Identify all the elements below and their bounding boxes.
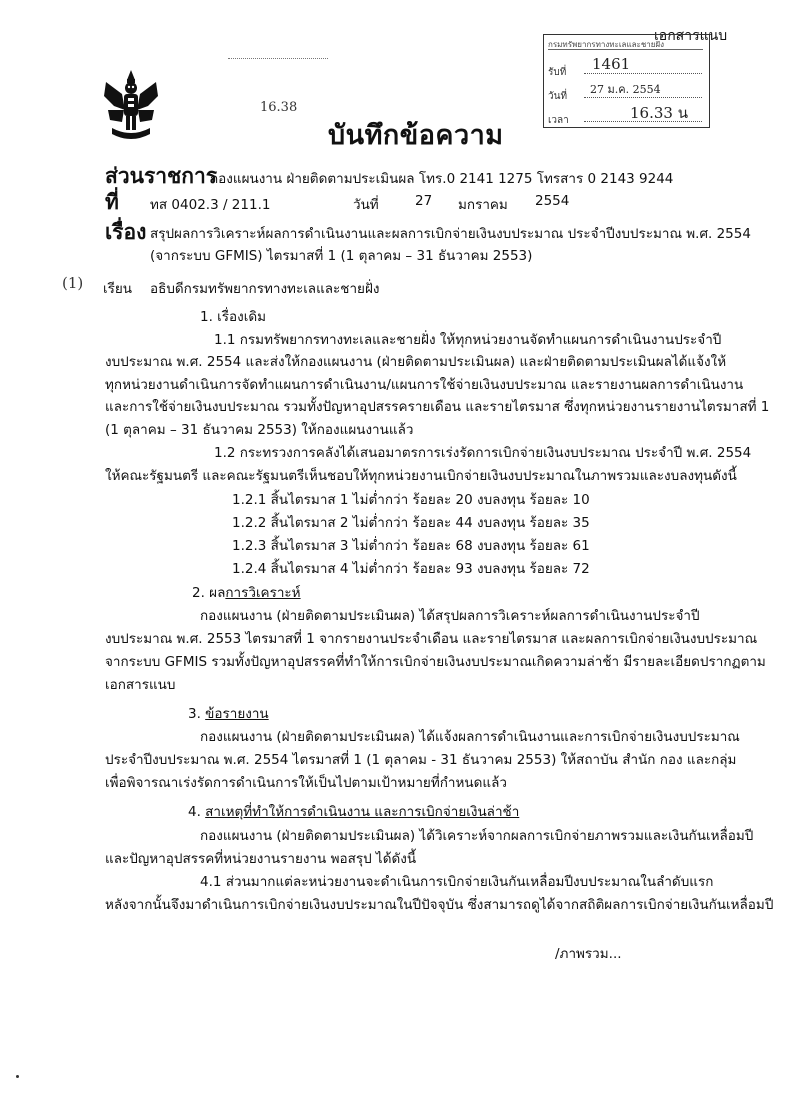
continued-marker: /ภาพรวม... [555, 946, 622, 962]
s4-1-line: 4.1 ส่วนมากแต่ละหน่วยงานจะดำเนินการเบิกจ่ายเงินกันเหลื่อมปีงบประมาณในลำดับแรก [200, 874, 714, 890]
s2-line: กองแผนงาน (ฝ่ายติดตามประเมินผล) ได้สรุปผลการวิเคราะห์ผลการดำเนินงานประจำปี [200, 608, 700, 624]
agency-value: กองแผนงาน ฝ่ายติดตามประเมินผล โทร.0 2141 1275 โทรสาร 0 2143 9244 [210, 171, 674, 187]
garuda-emblem [100, 66, 162, 144]
s4-line: กองแผนงาน (ฝ่ายติดตามประเมินผล) ได้วิเคราะห์จากผลการเบิกจ่ายภาพรวมและเงินกันเหลื่อมปี [200, 828, 754, 844]
stamp-row2-value: 27 ม.ค. 2554 [590, 83, 661, 96]
section-2-title-underlined: การวิเคราะห์ [225, 585, 301, 601]
s1-p1-line: งบประมาณ พ.ศ. 2554 และส่งให้กองแผนงาน (ฝ่ายติดตามประเมินผล) และฝ่ายติดตามประเมินผลได้แจ้งให้ [105, 354, 727, 370]
s4-1-line: หลังจากนั้นจึงมาดำเนินการเบิกจ่ายเงินงบประมาณในปีปัจจุบัน ซึ่งสามารถดูได้จากสถิติผลการเบิกจ่ายเงินกันเหลื่อมปี [105, 897, 774, 913]
s1-p1-line: ทุกหน่วยงานดำเนินการจัดทำแผนการดำเนินงาน/แผนการใช้จ่ายเงินงบประมาณ และรายงานผลการดำเนินงาน [105, 377, 744, 393]
s1-item: 1.2.2 สิ้นไตรมาส 2 ไม่ต่ำกว่า ร้อยละ 44 งบลงทุน ร้อยละ 35 [232, 515, 590, 531]
attachment-label: เอกสารแนบ [654, 28, 728, 44]
section-4-title-prefix: 4. [188, 804, 206, 820]
s1-p1-line: และการใช้จ่ายเงินงบประมาณ รวมทั้งปัญหาอุปสรรครายเดือน และรายไตรมาส ซึ่งทุกหน่วยงานรายงานไตรมาสที่ 1 [105, 399, 770, 415]
section-2-title-prefix: 2. ผล [192, 585, 226, 601]
receiving-stamp [543, 34, 710, 128]
date-year: 2554 [535, 193, 570, 209]
date-day: 27 [415, 193, 433, 209]
s1-p1-line: (1 ตุลาคม – 31 ธันวาคม 2553) ให้กองแผนงานแล้ว [105, 422, 414, 438]
s2-line: จากระบบ GFMIS รวมทั้งปัญหาอุปสรรคที่ทำให้การเบิกจ่ายเงินงบประมาณเกิดความล่าช้า มีรายละเอียดปรากฏตาม [105, 654, 766, 670]
stamp-row3-value: 16.33 น [630, 104, 688, 122]
s3-line: ประจำปีงบประมาณ พ.ศ. 2554 ไตรมาสที่ 1 (1 ตุลาคม - 31 ธันวาคม 2553) ให้สถาบัน สำนัก กอง และกลุ่ม [105, 752, 737, 768]
s3-line: กองแผนงาน (ฝ่ายติดตามประเมินผล) ได้แจ้งผลการดำเนินงานและการเบิกจ่ายเงินงบประมาณ [200, 729, 740, 745]
salutation-label: เรียน [103, 281, 133, 297]
subject-label: เรื่อง [105, 220, 147, 244]
date-month: มกราคม [458, 197, 508, 213]
section-3-title-prefix: 3. [188, 706, 206, 722]
date-label: วันที่ [353, 197, 379, 213]
s1-p2-line: ให้คณะรัฐมนตรี และคณะรัฐมนตรีเห็นชอบให้ทุกหน่วยงานเบิกจ่ายเงินงบประมาณในภาพรวมและงบลงทุนดังนี้ [105, 468, 737, 484]
stamp-row2-label: วันที่ [548, 91, 568, 102]
section-2-title [192, 581, 301, 603]
s1-item: 1.2.4 สิ้นไตรมาส 4 ไม่ต่ำกว่า ร้อยละ 93 งบลงทุน ร้อยละ 72 [232, 561, 590, 577]
ref-label: ที่ [105, 190, 119, 214]
stamp-header: กรมทรัพยากรทางทะเลและชายฝั่ง [548, 41, 703, 50]
subject-line-1: สรุปผลการวิเคราะห์ผลการดำเนินงานและผลการเบิกจ่ายเงินงบประมาณ ประจำปีงบประมาณ พ.ศ. 2554 [150, 226, 751, 242]
ref-value: ทส 0402.3 / 211.1 [150, 197, 271, 213]
s3-line: เพื่อพิจารณาเร่งรัดการดำเนินการให้เป็นไปตามเป้าหมายที่กำหนดแล้ว [105, 775, 507, 791]
agency-label: ส่วนราชการ [105, 164, 218, 188]
stamp-row3-label: เวลา [548, 115, 569, 126]
section-3-title [188, 702, 269, 724]
subject-line-2: (จากระบบ GFMIS) ไตรมาสที่ 1 (1 ตุลาคม – 31 ธันวาคม 2553) [150, 248, 533, 264]
s2-line: งบประมาณ พ.ศ. 2553 ไตรมาสที่ 1 จากรายงานประจำเดือน และรายไตรมาส และผลการเบิกจ่ายเงินงบประมาณ [105, 631, 758, 647]
scan-dot [16, 1075, 19, 1078]
handwritten-mark [228, 58, 328, 59]
s1-item: 1.2.1 สิ้นไตรมาส 1 ไม่ต่ำกว่า ร้อยละ 20 งบลงทุน ร้อยละ 10 [232, 492, 590, 508]
s2-line: เอกสารแนบ [105, 677, 176, 693]
s1-p1-line: 1.1 กรมทรัพยากรทางทะเลและชายฝั่ง ให้ทุกหน่วยงานจัดทำแผนการดำเนินงานประจำปี [214, 332, 722, 348]
salutation-to: อธิบดีกรมทรัพยากรทางทะเลและชายฝั่ง [150, 281, 380, 297]
section-1-title: 1. เรื่องเดิม [200, 309, 267, 325]
stamp-row1-value: 1461 [592, 55, 631, 73]
s4-line: และปัญหาอุปสรรคที่หน่วยงานรายงาน พอสรุป ได้ดังนี้ [105, 851, 417, 867]
section-4-title [188, 800, 519, 822]
section-3-title-underlined: ข้อรายงาน [205, 706, 269, 722]
s1-item: 1.2.3 สิ้นไตรมาส 3 ไม่ต่ำกว่า ร้อยละ 68 งบลงทุน ร้อยละ 61 [232, 538, 590, 554]
handwritten-note: 16.38 [260, 100, 298, 115]
hand-mark: (1) [62, 274, 84, 292]
page-title: บันทึกข้อความ [328, 120, 504, 151]
section-4-title-underlined: สาเหตุที่ทำให้การดำเนินงาน และการเบิกจ่ายเงินล่าช้า [205, 804, 520, 820]
stamp-row1-label: รับที่ [548, 67, 567, 78]
s1-p2-line: 1.2 กระทรวงการคลังได้เสนอมาตรการเร่งรัดการเบิกจ่ายเงินงบประมาณ ประจำปี พ.ศ. 2554 [214, 445, 752, 461]
